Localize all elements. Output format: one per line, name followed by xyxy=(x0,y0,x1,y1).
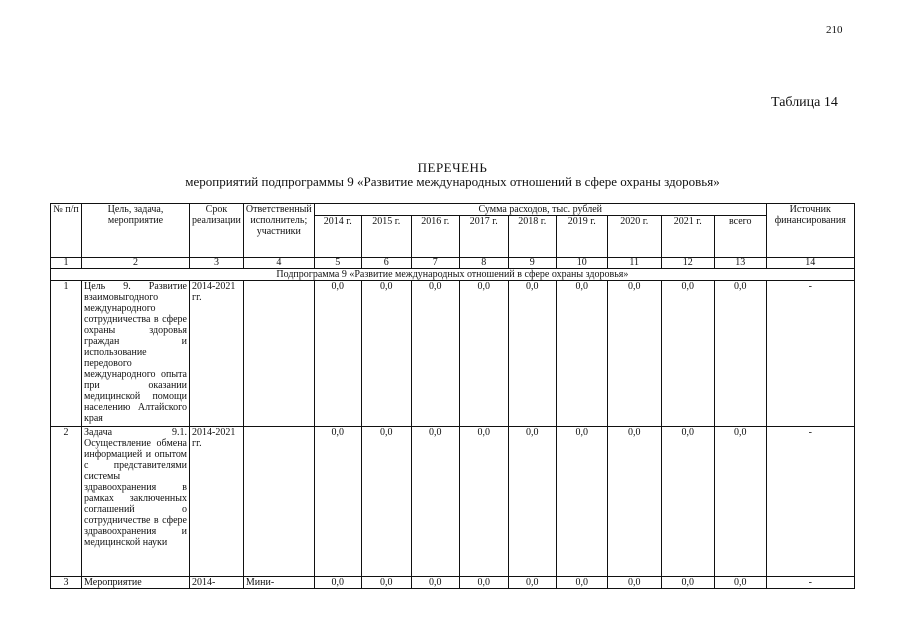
row-term: 2014- xyxy=(190,577,244,589)
row-value: 0,0 xyxy=(556,281,607,427)
header-num: № п/п xyxy=(51,204,82,258)
row-value: 0,0 xyxy=(661,577,714,589)
page-number: 210 xyxy=(826,24,843,36)
row-value: 0,0 xyxy=(411,427,459,577)
row-value: 0,0 xyxy=(607,577,661,589)
column-number: 1 xyxy=(51,258,82,269)
table-label: Таблица 14 xyxy=(771,95,838,110)
column-number: 12 xyxy=(661,258,714,269)
row-value: 0,0 xyxy=(361,427,411,577)
column-number: 6 xyxy=(361,258,411,269)
column-number: 11 xyxy=(607,258,661,269)
column-number: 5 xyxy=(314,258,361,269)
row-value: 0,0 xyxy=(314,577,361,589)
header-year: 2014 г. xyxy=(314,216,361,258)
row-value: 0,0 xyxy=(661,427,714,577)
row-total: 0,0 xyxy=(714,577,766,589)
row-value: 0,0 xyxy=(508,577,556,589)
row-goal: Мероприятие xyxy=(82,577,190,589)
row-value: 0,0 xyxy=(607,281,661,427)
row-number: 1 xyxy=(51,281,82,427)
row-value: 0,0 xyxy=(661,281,714,427)
row-term: 2014-2021 гг. xyxy=(190,281,244,427)
column-number: 3 xyxy=(190,258,244,269)
heading-title: ПЕРЕЧЕНЬ xyxy=(417,160,488,175)
column-number: 2 xyxy=(82,258,190,269)
row-executor xyxy=(243,281,314,427)
header-year: 2018 г. xyxy=(508,216,556,258)
column-number: 9 xyxy=(508,258,556,269)
row-value: 0,0 xyxy=(411,577,459,589)
row-goal: Задача 9.1. Осуществление обмена информацией и опытом с представителями системы здравоохранения в рамках заключенных соглашений о сотрудничестве в сфере здравоохранения и медицинской науки xyxy=(82,427,190,577)
row-value: 0,0 xyxy=(556,427,607,577)
header-source: Источник финансирования xyxy=(766,204,854,258)
header-goal: Цель, задача, мероприятие xyxy=(82,204,190,258)
row-value: 0,0 xyxy=(459,281,508,427)
row-value: 0,0 xyxy=(556,577,607,589)
row-number: 2 xyxy=(51,427,82,577)
row-total: 0,0 xyxy=(714,281,766,427)
header-total: всего xyxy=(714,216,766,258)
header-year: 2017 г. xyxy=(459,216,508,258)
header-year: 2016 г. xyxy=(411,216,459,258)
row-executor xyxy=(243,427,314,577)
header-sum: Сумма расходов, тыс. рублей xyxy=(314,204,766,216)
header-year: 2019 г. xyxy=(556,216,607,258)
table-row xyxy=(51,281,855,427)
row-total: 0,0 xyxy=(714,427,766,577)
header-year: 2020 г. xyxy=(607,216,661,258)
column-number: 14 xyxy=(766,258,854,269)
document-heading xyxy=(0,161,905,189)
subprogram-title: Подпрограмма 9 «Развитие международных отношений в сфере охраны здоровья» xyxy=(51,269,855,281)
column-number: 10 xyxy=(556,258,607,269)
header-year: 2021 г. xyxy=(661,216,714,258)
row-value: 0,0 xyxy=(314,281,361,427)
header-term: Срок реализации xyxy=(190,204,244,258)
row-value: 0,0 xyxy=(361,577,411,589)
column-number: 13 xyxy=(714,258,766,269)
header-year: 2015 г. xyxy=(361,216,411,258)
header-executor: Ответственный исполнитель; участники xyxy=(243,204,314,258)
table-row xyxy=(51,427,855,577)
column-number: 4 xyxy=(243,258,314,269)
table-row xyxy=(51,577,855,589)
row-value: 0,0 xyxy=(607,427,661,577)
row-source: - xyxy=(766,281,854,427)
row-value: 0,0 xyxy=(508,281,556,427)
column-number: 7 xyxy=(411,258,459,269)
row-goal: Цель 9. Развитие взаимовыгодного международного сотрудничества в сфере охраны здоровья граждан и использование передового международного опыта при оказании медицинской помощи населению Алтайского края xyxy=(82,281,190,427)
column-number-row xyxy=(51,258,855,269)
row-value: 0,0 xyxy=(411,281,459,427)
heading-subtitle: мероприятий подпрограммы 9 «Развитие международных отношений в сфере охраны здоровья» xyxy=(185,174,720,189)
row-value: 0,0 xyxy=(361,281,411,427)
expenditure-table xyxy=(50,203,855,589)
row-source: - xyxy=(766,427,854,577)
row-value: 0,0 xyxy=(508,427,556,577)
row-value: 0,0 xyxy=(459,427,508,577)
row-number: 3 xyxy=(51,577,82,589)
row-value: 0,0 xyxy=(459,577,508,589)
row-source: - xyxy=(766,577,854,589)
column-number: 8 xyxy=(459,258,508,269)
row-term: 2014-2021 гг. xyxy=(190,427,244,577)
row-executor: Мини- xyxy=(243,577,314,589)
row-value: 0,0 xyxy=(314,427,361,577)
